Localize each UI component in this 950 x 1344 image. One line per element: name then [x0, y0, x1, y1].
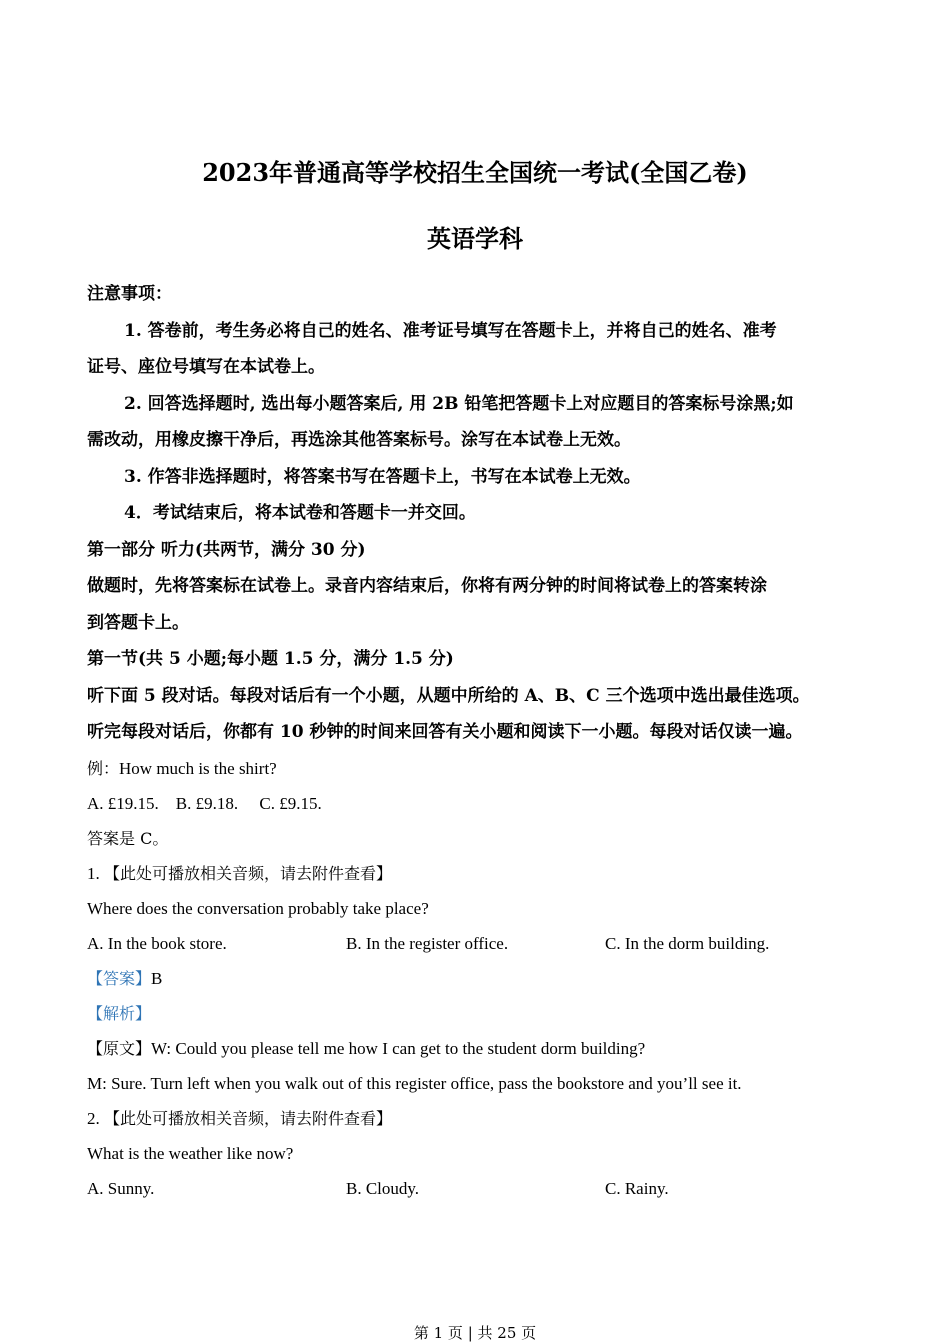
part1-heading: 第一部分 听力(共两节，满分 30 分) [87, 539, 366, 560]
q2-number: 2. [87, 1108, 100, 1128]
q1-option-a: A. In the book store. [87, 933, 227, 953]
exam-subject: 英语学科 [427, 224, 523, 253]
exam-content [87, 276, 877, 1206]
page-footer: 第 1 页 | 共 25 页 [413, 1324, 537, 1342]
q2-header [87, 1101, 877, 1136]
q1-transcript-w-line [87, 1031, 877, 1066]
example-question-line [87, 751, 877, 786]
q1-option-b: B. In the register office. [346, 933, 509, 953]
example-answer-line [87, 821, 877, 856]
q2-option-a: A. Sunny. [87, 1178, 155, 1198]
q2-option-b: B. Cloudy. [346, 1178, 420, 1198]
q1-transcript-label: 【原文】 [87, 1038, 152, 1058]
q1-audio-note[interactable]: 【此处可播放相关音频，请去附件查看】 [104, 863, 393, 883]
example-answer: 答案是 C。 [87, 828, 169, 848]
notice-item-2-line-1: 2. 回答选择题时, 选出每小题答案后, 用 2B 铅笔把答题卡上对应题目的答案标号涂黑;如 [124, 393, 794, 414]
q2-options [87, 1171, 877, 1206]
notice-item-2-line-2: 需改动，用橡皮擦干净后，再选涂其他答案标号。涂写在本试卷上无效。 [87, 430, 631, 450]
q1-answer: B [151, 968, 163, 988]
q1-answer-line [87, 961, 877, 996]
example-options: A. £19.15. B. £9.18. C. £9.15. [87, 793, 322, 813]
notice-item-1-line-1: 1. 答卷前，考生务必将自己的姓名、准考证号填写在答题卡上，并将自己的姓名、准考 [124, 320, 777, 341]
section1-instruction-line-2: 听完每段对话后，你都有 10 秒钟的时间来回答有关小题和阅读下一小题。每段对话仅读一遍。 [87, 722, 803, 742]
exam-title: 2023年普通高等学校招生全国统一考试(全国乙卷) [202, 158, 748, 187]
q1-option-c: C. In the dorm building. [605, 933, 770, 953]
part1-instruction-line-1: 做题时，先将答案标在试卷上。录音内容结束后，你将有两分钟的时间将试卷上的答案转涂 [87, 576, 767, 596]
q1-analysis-label: 【解析】 [87, 1003, 152, 1023]
q1-header [87, 856, 877, 891]
q1-answer-label: 【答案】 [87, 968, 152, 988]
q1-options [87, 926, 877, 961]
section1-heading: 第一节(共 5 小题;每小题 1.5 分，满分 1.5 分) [87, 649, 454, 669]
q1-number: 1. [87, 863, 100, 883]
notice-item-1-line-2: 证号、座位号填写在本试卷上。 [87, 357, 325, 377]
q2-audio-note[interactable]: 【此处可播放相关音频，请去附件查看】 [104, 1108, 393, 1128]
q1-analysis-line [87, 996, 877, 1031]
part1-instruction-line-2: 到答题卡上。 [87, 612, 189, 633]
notice-item-3: 3. 作答非选择题时，将答案书写在答题卡上，书写在本试卷上无效。 [124, 466, 641, 487]
q2-option-c: C. Rainy. [605, 1178, 669, 1198]
example-question: How much is the shirt? [119, 758, 277, 778]
q1-question: Where does the conversation probably take place? [87, 898, 429, 918]
example-prefix: 例： [87, 758, 120, 778]
q1-transcript-w: W: Could you please tell me how I can get to the student dorm building? [151, 1038, 646, 1058]
notice-heading: 注意事项： [87, 284, 172, 304]
q1-transcript-m: M: Sure. Turn left when you walk out of this register office, pass the bookstore and you’ll see it. [87, 1073, 742, 1093]
q2-question: What is the weather like now? [87, 1143, 294, 1163]
notice-item-4: 4．考试结束后，将本试卷和答题卡一并交回。 [124, 503, 476, 523]
section1-instruction-line-1: 听下面 5 段对话。每段对话后有一个小题，从题中所给的 A、B、C 三个选项中选出最佳选项。 [87, 685, 810, 706]
